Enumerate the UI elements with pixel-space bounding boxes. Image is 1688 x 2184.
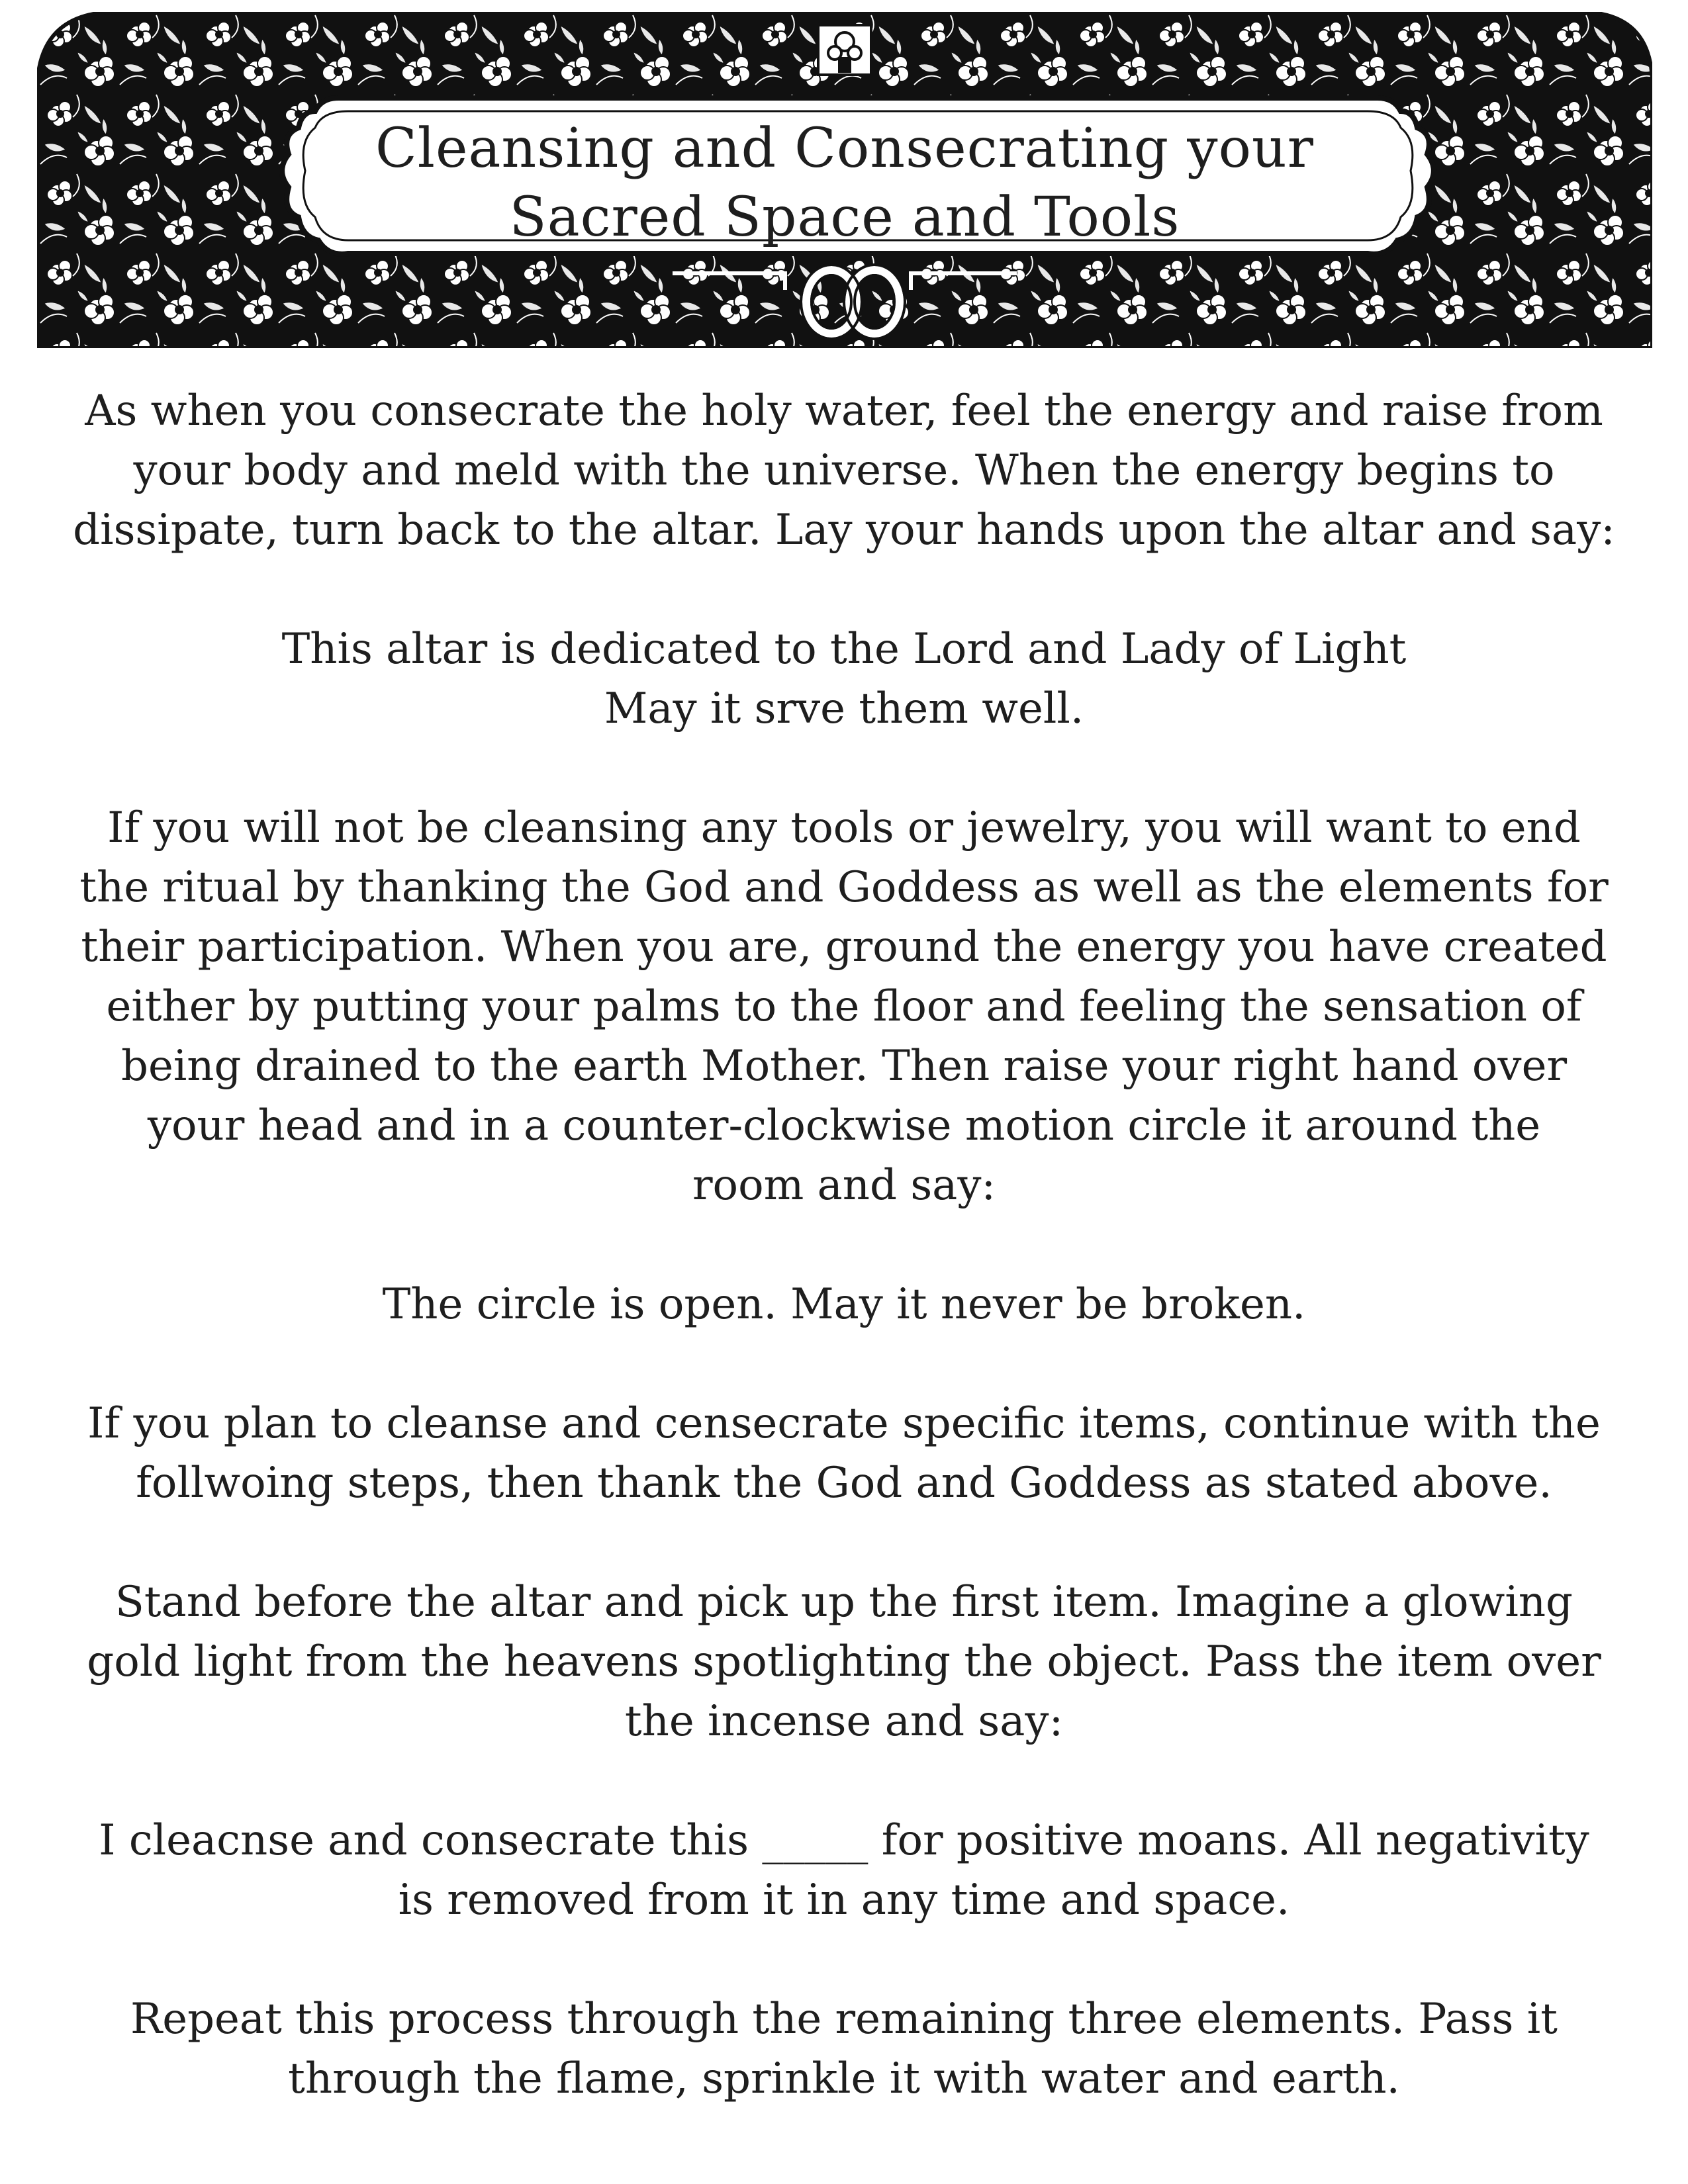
text-line: is removed from it in any time and space. (398, 1876, 1290, 1925)
incantation-altar (0, 619, 1688, 739)
title-banner (37, 12, 1652, 348)
text-line: Stand before the altar and pick up the first item. Imagine a glowing (115, 1578, 1573, 1627)
paragraph-intro (0, 381, 1688, 560)
incantation-consecrate-item (0, 1811, 1688, 1930)
text-line: room and say: (692, 1161, 996, 1210)
document-body (0, 381, 1688, 2109)
paragraph-specific-items (0, 1394, 1688, 1513)
text-line: If you plan to cleanse and censecrate specific items, continue with the (87, 1399, 1601, 1448)
text-line: gold light from the heavens spotlighting the object. Pass the item over (87, 1637, 1601, 1686)
text-line: As when you consecrate the holy water, feel the energy and raise from (85, 387, 1603, 435)
text-line: the incense and say: (624, 1697, 1064, 1746)
text-line: follwoing steps, then thank the God and Goddess as stated above. (136, 1459, 1552, 1508)
text-line: May it srve them well. (604, 684, 1084, 733)
text-line: Repeat this process through the remaining three elements. Pass it (130, 1995, 1558, 2044)
paragraph-closing-ritual (0, 798, 1688, 1215)
text-line: If you will not be cleansing any tools or jewelry, you will want to end (107, 803, 1581, 852)
text-line: I cleacnse and consecrate this _____ for positive moans. All negativity (99, 1816, 1589, 1865)
page-title-line-2: Sacred Space and Tools (509, 186, 1180, 249)
text-line: This altar is dedicated to the Lord and Lady of Light (281, 625, 1407, 674)
text-line: the ritual by thanking the God and Goddess as well as the elements for (79, 863, 1609, 912)
text-line: your head and in a counter-clockwise motion circle it around the (147, 1101, 1541, 1150)
text-line: The circle is open. May it never be broken. (382, 1280, 1306, 1329)
text-line: being drained to the earth Mother. Then raise your right hand over (120, 1042, 1568, 1091)
page-title (37, 114, 1652, 252)
text-line: their participation. When you are, ground the energy you have created (81, 923, 1607, 972)
paragraph-first-item (0, 1572, 1688, 1751)
text-line: through the flame, sprinkle it with water and earth. (288, 2054, 1400, 2103)
page-title-line-1: Cleansing and Consecrating your (375, 117, 1314, 180)
text-line: your body and meld with the universe. When the energy begins to (133, 446, 1555, 495)
text-line: either by putting your palms to the floor and feeling the sensation of (106, 982, 1582, 1031)
incantation-circle-open (0, 1275, 1688, 1334)
paragraph-repeat-process (0, 1989, 1688, 2109)
text-line: dissipate, turn back to the altar. Lay your hands upon the altar and say: (73, 506, 1615, 555)
